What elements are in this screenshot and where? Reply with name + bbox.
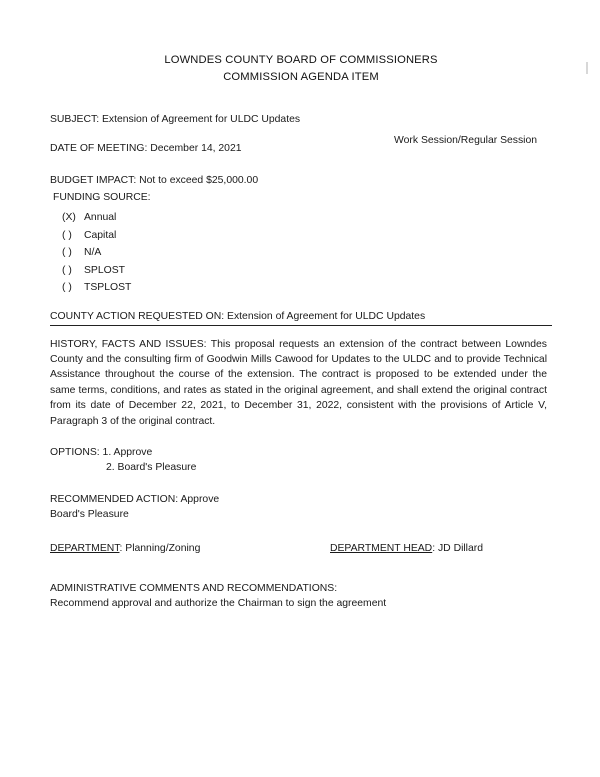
funding-option-annual[interactable] <box>50 209 552 227</box>
budget-impact-line: BUDGET IMPACT: Not to exceed $25,000.00 <box>50 175 259 186</box>
administrative-comments-heading: ADMINISTRATIVE COMMENTS AND RECOMMENDATIONS: <box>50 582 338 594</box>
history-facts-issues: HISTORY, FACTS AND ISSUES: This proposal requests an extension of the contract between Lowndes County and the consulting firm of Goodwin Mills Cawood for Updates to the ULDC and to provide Technical Assistance throughout the course of the extension. The contract is proposed to be extended under the same terms, conditions, and rates as stated in the original agreement, and shall extend the original contract from its date of December 22, 2021, to December 31, 2022, consistent with the provisions of Article V, Paragraph 3 of the original contract. <box>50 338 547 427</box>
funding-option-capital-label: Capital <box>84 229 117 241</box>
funding-source-label: FUNDING SOURCE: <box>53 192 151 203</box>
funding-option-annual-label: Annual <box>84 212 117 223</box>
options-line-1: OPTIONS: 1. Approve <box>50 446 153 458</box>
funding-option-splost-mark: ( ) <box>62 264 72 276</box>
funding-option-na-mark: ( ) <box>62 247 72 258</box>
funding-option-capital-mark: ( ) <box>62 229 72 241</box>
department-row <box>50 543 552 559</box>
recommended-action-line: RECOMMENDED ACTION: Approve <box>50 493 220 505</box>
department-head-value: : JD Dillard <box>432 542 484 554</box>
funding-option-splost[interactable] <box>50 262 552 280</box>
department-label: DEPARTMENT <box>50 542 120 554</box>
session-note: Work Session/Regular Session <box>394 135 538 146</box>
county-action-block <box>50 311 552 326</box>
funding-option-tsplost-mark: ( ) <box>62 282 72 293</box>
department-head-label: DEPARTMENT HEAD <box>330 542 433 554</box>
funding-option-tsplost-label: TSPLOST <box>84 282 132 293</box>
county-action-text: COUNTY ACTION REQUESTED ON: Extension of Agreement for ULDC Updates <box>50 310 426 322</box>
funding-option-splost-label: SPLOST <box>84 264 125 276</box>
administrative-comments-block <box>50 581 552 613</box>
date-of-meeting-row <box>50 135 552 156</box>
recommended-action-detail: Board's Pleasure <box>50 509 129 521</box>
funding-option-capital[interactable] <box>50 227 552 245</box>
funding-option-tsplost[interactable] <box>50 279 552 297</box>
document-header <box>50 52 552 86</box>
funding-option-na[interactable] <box>50 244 552 262</box>
options-block <box>50 445 552 476</box>
scan-artifact-mark <box>586 62 588 74</box>
department-head-field <box>330 543 483 554</box>
department-field <box>50 543 200 554</box>
department-value: : Planning/Zoning <box>119 542 201 554</box>
options-line-2: 2. Board's Pleasure <box>106 462 197 474</box>
header-line-agenda-item: COMMISSION AGENDA ITEM <box>223 71 379 83</box>
header-line-board: LOWNDES COUNTY BOARD OF COMMISSIONERS <box>164 54 438 66</box>
funding-option-na-label: N/A <box>84 247 102 258</box>
date-of-meeting-text: DATE OF MEETING: December 14, 2021 <box>50 143 242 154</box>
subject-line: SUBJECT: Extension of Agreement for ULDC Updates <box>50 114 301 125</box>
funding-option-annual-mark: (X) <box>62 212 76 223</box>
section-divider <box>50 325 552 326</box>
funding-source-options <box>50 209 552 297</box>
administrative-comments-body: Recommend approval and authorize the Chairman to sign the agreement <box>50 598 387 610</box>
recommended-action-block <box>50 492 552 523</box>
